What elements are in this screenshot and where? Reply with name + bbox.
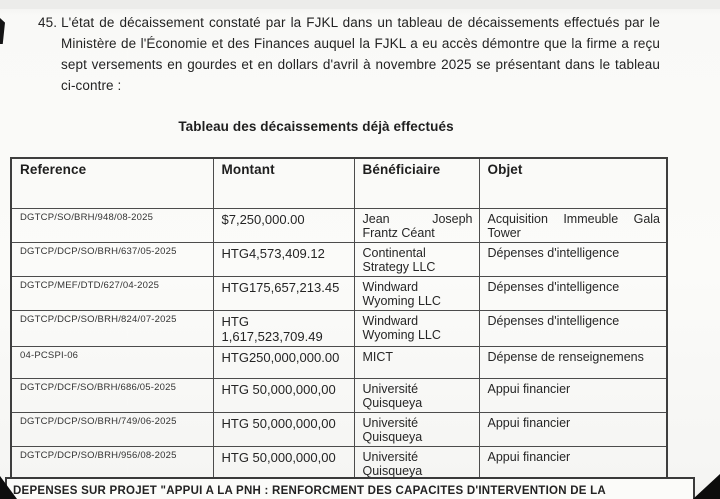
cell-beneficiaire: Continental Strategy LLC: [354, 242, 479, 276]
table-row: [11, 208, 667, 242]
cell-montant: HTG175,657,213.45: [213, 276, 354, 310]
header-objet: Objet: [479, 158, 667, 208]
cell-montant: HTG250,000,000.00: [213, 346, 354, 378]
footer-text: DEPENSES SUR PROJET "APPUI A LA PNH : RENFORCMENT DES CAPACITES D'INTERVENTION DE LA: [13, 485, 606, 497]
paragraph-45: [38, 12, 660, 96]
table-header: [11, 158, 667, 208]
cell-montant: HTG 50,000,000,00: [213, 378, 354, 412]
cell-objet: Dépenses d'intelligence: [479, 276, 667, 310]
cell-montant: HTG 50,000,000,00: [213, 446, 354, 481]
cell-montant: HTG4,573,409.12: [213, 242, 354, 276]
cell-objet: Appui financier: [479, 446, 667, 481]
paragraph-number: 45.: [38, 15, 58, 30]
cell-objet: Appui financier: [479, 412, 667, 446]
cell-reference: DGTCP/DCF/SO/BRH/686/05-2025: [11, 378, 213, 412]
cell-montant: HTG 1,617,523,709.49: [213, 310, 354, 346]
photo-top-edge: [0, 0, 720, 9]
cell-montant: HTG 50,000,000,00: [213, 412, 354, 446]
table-body: [11, 208, 667, 481]
table-title: Tableau des décaissements déjà effectués: [178, 119, 454, 134]
table-row: [11, 242, 667, 276]
cell-beneficiaire: Université Quisqueya: [354, 378, 479, 412]
header-montant: Montant: [213, 158, 354, 208]
cell-reference: DGTCP/DCP/SO/BRH/749/06-2025: [11, 412, 213, 446]
cell-reference: DGTCP/SO/BRH/948/08-2025: [11, 208, 213, 242]
cell-reference: DGTCP/DCP/SO/BRH/824/07-2025: [11, 310, 213, 346]
cell-beneficiaire: Jean Joseph Frantz Céant: [354, 208, 479, 242]
header-reference: Reference: [11, 158, 213, 208]
cell-objet: Dépenses d'intelligence: [479, 242, 667, 276]
cell-montant: $7,250,000.00: [213, 208, 354, 242]
cell-objet: Dépense de renseignemens: [479, 346, 667, 378]
cell-reference: 04-PCSPI-06: [11, 346, 213, 378]
cell-beneficiaire: Windward Wyoming LLC: [354, 276, 479, 310]
disbursements-table: [10, 157, 668, 482]
cell-objet: Acquisition Immeuble Gala Tower: [479, 208, 667, 242]
cell-objet: Appui financier: [479, 378, 667, 412]
table-row: [11, 378, 667, 412]
paragraph-text: L'état de décaissement constaté par la FJKL dans un tableau de décaissements effectués par le Ministère de l'Économie et des Finances auquel la FJKL a eu accès démontre que la firme a reçu sept versements en gourdes et en dollars d'avril à novembre 2025 se présentant dans le tableau ci-contre :: [61, 15, 660, 93]
table-row: [11, 412, 667, 446]
footer-text-box: [5, 477, 695, 499]
photo-artifact-bottom-right: [693, 474, 720, 499]
cell-beneficiaire: MICT: [354, 346, 479, 378]
cell-beneficiaire: Windward Wyoming LLC: [354, 310, 479, 346]
cell-beneficiaire: Université Quisqueya: [354, 446, 479, 481]
cell-reference: DGTCP/MEF/DTD/627/04-2025: [11, 276, 213, 310]
photo-artifact-top-left: [0, 18, 5, 44]
cell-reference: DGTCP/DCP/SO/BRH/956/08-2025: [11, 446, 213, 481]
header-beneficiaire: Bénéficiaire: [354, 158, 479, 208]
table-row: [11, 276, 667, 310]
cell-beneficiaire: Université Quisqueya: [354, 412, 479, 446]
table-row: [11, 310, 667, 346]
table-row: [11, 346, 667, 378]
cell-objet: Dépenses d'intelligence: [479, 310, 667, 346]
table-row: [11, 446, 667, 481]
cell-reference: DGTCP/DCP/SO/BRH/637/05-2025: [11, 242, 213, 276]
